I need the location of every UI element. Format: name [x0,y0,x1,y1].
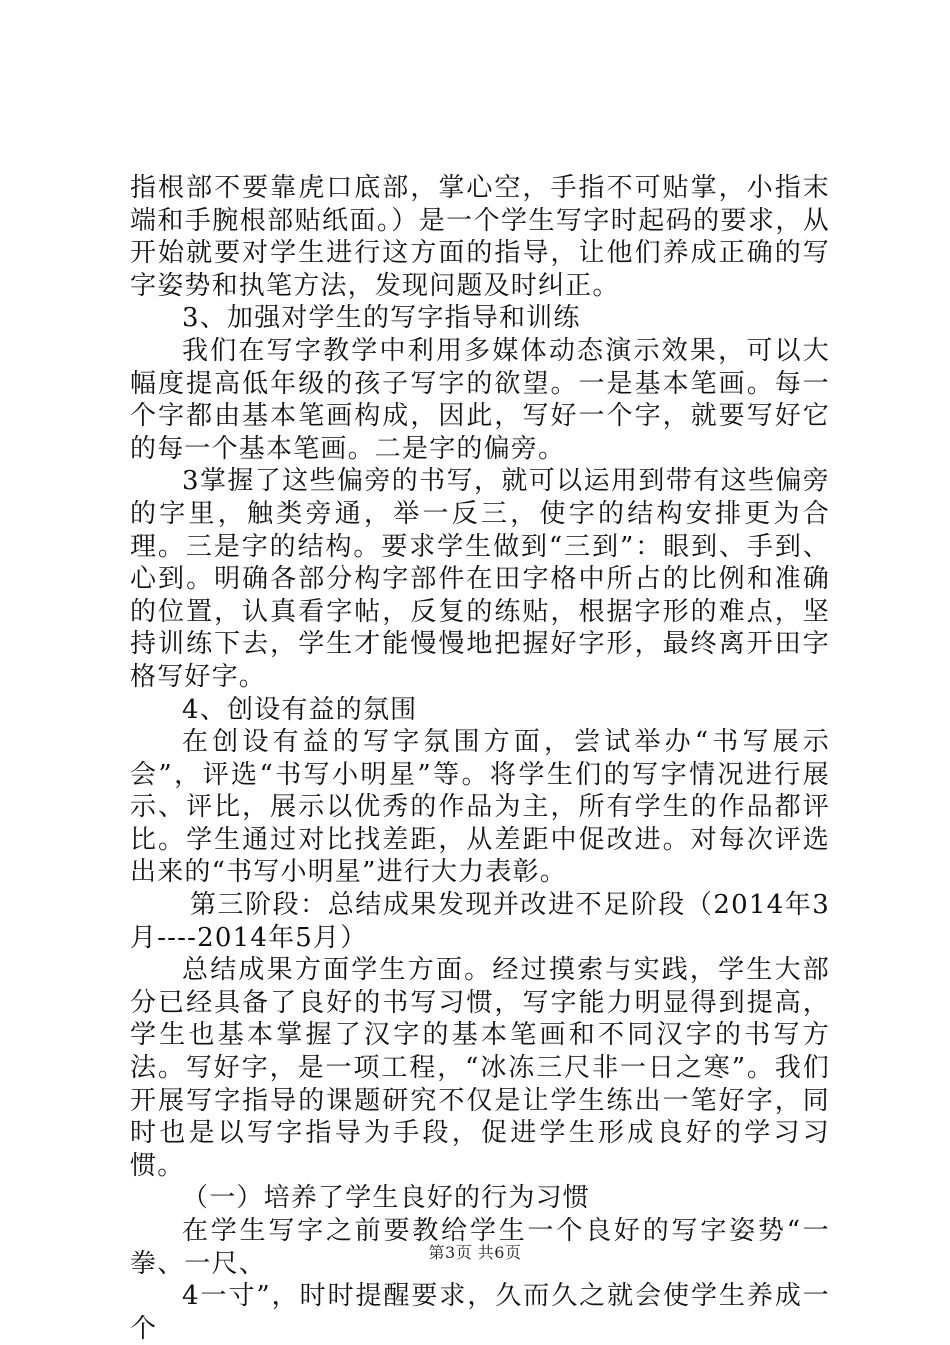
paragraph-multimedia-teaching: 我们在写字教学中利用多媒体动态演示效果，可以大幅度提高低年级的孩子写字的欲望。一是基本笔画。每一个字都由基本笔画构成，因此，写好一个字，就要写好它的每一个基本笔画。二是字的偏旁。 [130,335,830,464]
paragraph-writing-exhibition: 在创设有益的写字氛围方面，尝试举办“书写展示会”，评选“书写小明星”等。将学生们的写字情况进行展示、评比，展示以优秀的作品为主，所有学生的作品都评比。学生通过对比找差距，从差距中促改进。对每次评选出来的“书写小明星”进行大力表彰。 [130,727,830,888]
section-heading-atmosphere: 4、创设有益的氛围 [182,694,418,725]
paragraph-posture-requirements: 指根部不要靠虎口底部，掌心空，手指不可贴掌，小指末端和手腕根部贴纸面。）是一个学生写字时起码的要求，从开始就要对学生进行这方面的指导，让他们养成正确的写字姿势和执笔方法，发现问题及时纠正。 [130,173,830,301]
paragraph-radicals-structure: 3掌握了这些偏旁的书写，就可以运用到带有这些偏旁的字里，触类旁通，举一反三，使字的结构安排更为合理。三是字的结构。要求学生做到“三到”：眼到、手到、心到。明确各部分构字部件在田字格中所占的比例和准确的位置，认真看字帖，反复的练贴，根据字形的难点，坚持训练下去，学生才能慢慢地把握好字形，最终离开田字格写好字。 [130,466,830,692]
document-body [130,172,830,1345]
page-footer: 第3页 共6页 [428,1243,522,1262]
paragraph-reminder: 4一寸”，时时提醒要求，久而久之就会使学生养成一个 [130,1281,830,1344]
section-heading-writing-guidance: 3、加强对学生的写字指导和训练 [182,303,581,334]
section-heading-stage-three: 第三阶段：总结成果发现并改进不足阶段（2014年3月----2014年5月） [130,890,830,953]
section-heading-behavior-habits: （一）培养了学生良好的行为习惯 [182,1183,591,1214]
paragraph-summary-results: 总结成果方面学生方面。经过摸索与实践，学生大部分已经具备了良好的书写习惯，写字能力明显得到提高，学生也基本掌握了汉字的基本笔画和不同汉字的书写方法。写好字，是一项工程，“冰冻三尺非一日之寒”。我们开展写字指导的课题研究不仅是让学生练出一笔好字，同时也是以写字指导为手段，促进学生形成良好的学习习惯。 [130,955,830,1181]
paragraph-writing-posture: 在学生写字之前要教给学生一个良好的写字姿势“一拳、一尺、 [130,1216,830,1279]
